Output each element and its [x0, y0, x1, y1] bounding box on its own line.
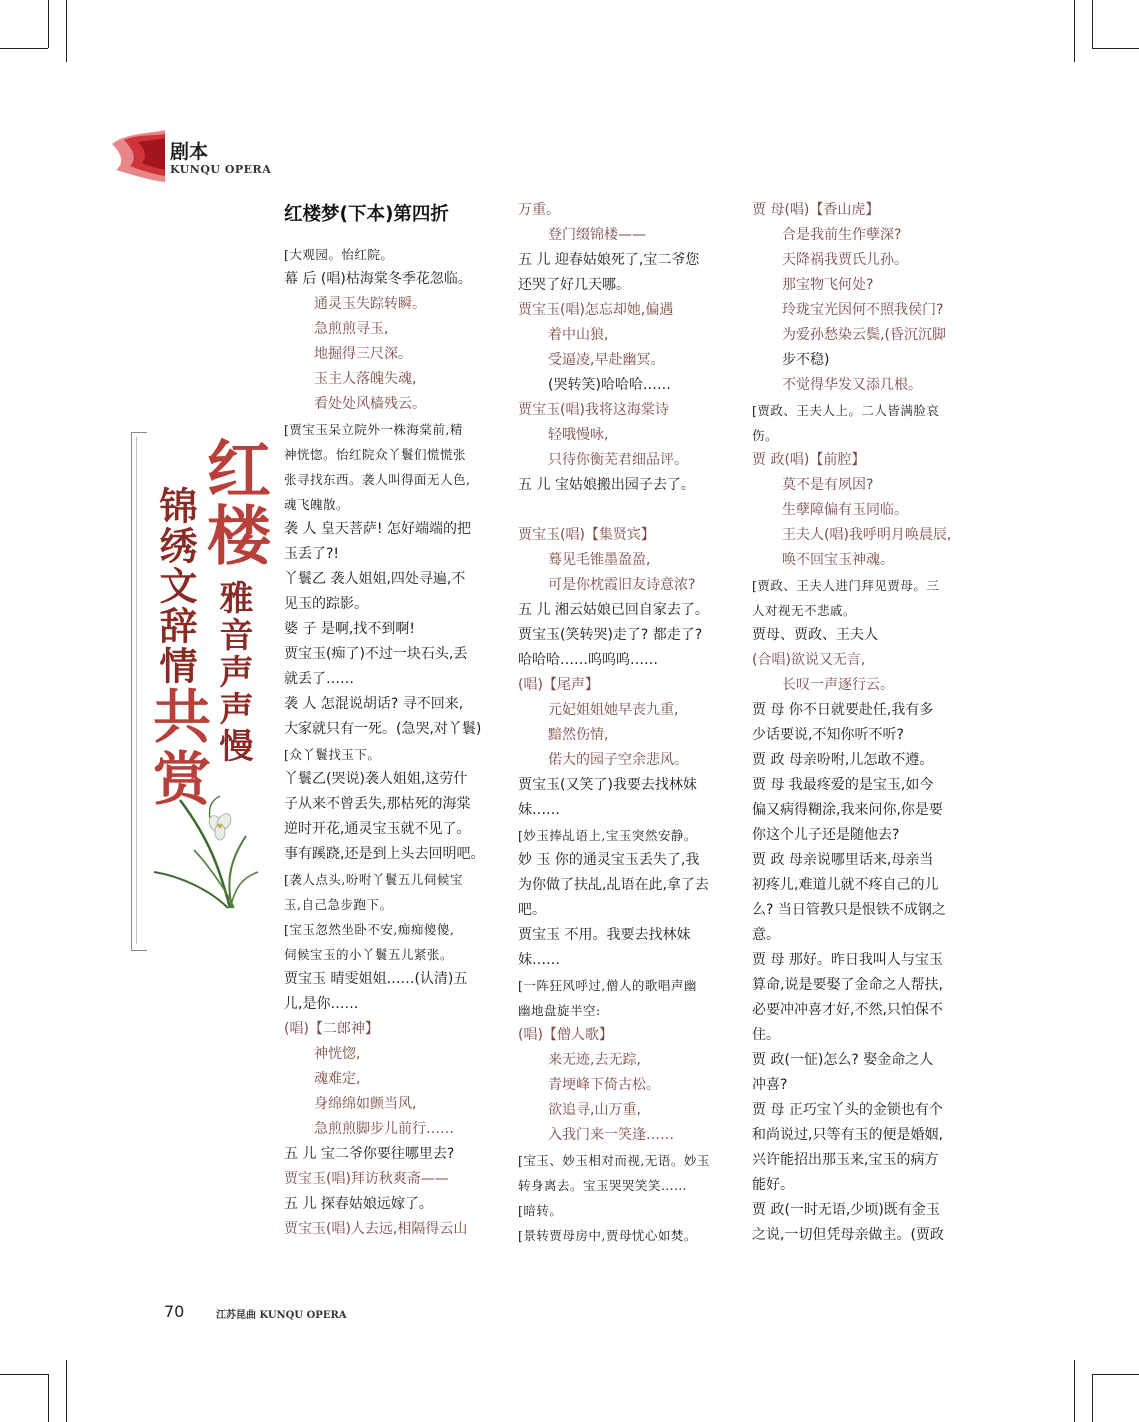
script-line: 偏又病得糊涂,我来问你,你是要	[752, 802, 943, 818]
script-line: 贾 母 那好。昨日我叫人与宝玉	[752, 952, 943, 968]
script-line: 子从来不曾丢失,那枯死的海棠	[284, 796, 471, 812]
script-line: 幕 后 (唱)枯海棠冬季花忽临。	[284, 271, 472, 287]
deco-title-hong: 红楼	[196, 436, 271, 568]
lyric-line: 魂难定,	[314, 1071, 361, 1087]
script-line: 贾宝玉(又笑了)我要去找林妹	[518, 777, 697, 793]
stage-direction: [一阵狂风呼过,僧人的歌唱声幽	[518, 978, 697, 993]
script-line: 你这个儿子还是随他去?	[752, 827, 900, 843]
script-line: 贾 母 正巧宝丫头的金锁也有个	[752, 1102, 943, 1118]
lyric-line: 轻哦慢咏,	[548, 427, 609, 443]
script-line: 必要冲冲喜才好,不然,只怕保不	[752, 1002, 943, 1018]
script-line: 贾 母 我最疼爱的是宝玉,如今	[752, 777, 934, 793]
stage-direction: [宝玉忽然坐卧不安,痴痴傻傻,	[284, 922, 455, 937]
crop-mark	[1092, 0, 1093, 48]
lyric-line: 着中山狼,	[548, 327, 609, 343]
script-line: 能好。	[752, 1177, 794, 1193]
script-line: 妙 玉 你的通灵宝玉丢失了,我	[518, 852, 700, 868]
lyric-line: 欲追寻,山万重,	[548, 1102, 641, 1118]
deco-line-yayin: 雅音声声慢	[213, 580, 253, 765]
script-line: 就丢了……	[284, 671, 354, 687]
lyric-line: (合唱)欲说又无言,	[752, 652, 866, 668]
stage-direction: 张寻找东西。袭人叫得面无人色,	[284, 472, 471, 487]
script-line: (哭转笑)哈哈哈……	[548, 377, 671, 393]
stage-direction: [景转贾母房中,贾母忧心如焚。	[518, 1228, 697, 1243]
script-line: 贾 母 你不日就要赴任,我有多	[752, 702, 934, 718]
script-line: 为你做了扶乩,乩语在此,拿了去	[518, 877, 709, 893]
lyric-line: 地掘得三尺深。	[314, 346, 412, 362]
lyric-line: 玉主人落魄失魂,	[314, 371, 417, 387]
script-line: 贾宝玉(唱)我将这海棠诗	[518, 402, 669, 418]
script-line: 兴许能招出那玉来,宝玉的病方	[752, 1152, 939, 1168]
lyric-line: 生孽障偏有玉同临。	[782, 502, 908, 518]
stage-direction: [大观园。怡红院。	[284, 247, 394, 262]
section-flag-icon	[110, 130, 165, 182]
text-column-3	[752, 198, 962, 1248]
tune-heading: 贾 政(唱)【前腔】	[752, 452, 866, 468]
script-line: 丫鬟乙(哭说)袭人姐姐,这劳什	[284, 771, 468, 787]
script-line: 哈哈哈……呜呜呜……	[518, 652, 658, 668]
script-line: 贾宝玉(笑转哭)走了? 都走了?	[518, 627, 703, 643]
tune-heading: (唱)【僧人歌】	[518, 1027, 613, 1043]
stage-direction: [妙玉捧乩语上,宝玉突然安静。	[518, 828, 697, 843]
lyric-line: 神恍惚,	[314, 1046, 361, 1062]
script-line: 贾宝玉(唱)人去远,相隔得云山	[284, 1221, 468, 1237]
lyric-line: 那宝物飞何处?	[782, 277, 874, 293]
script-line: 大家就只有一死。(急哭,对丫鬟)	[284, 721, 482, 737]
stage-direction: 伤。	[752, 428, 779, 443]
crop-mark	[1092, 1374, 1139, 1375]
lyric-line: 不觉得华发又添几根。	[782, 377, 922, 393]
lyric-line: 偌大的园子空余悲风。	[548, 752, 688, 768]
script-line: 初疼儿,难道儿就不疼自己的儿	[752, 877, 939, 893]
stage-direction: [宝玉、妙玉相对而视,无语。妙玉	[518, 1153, 710, 1168]
play-title: 红楼梦(下本)第四折	[284, 204, 449, 225]
tune-heading: (唱)【尾声】	[518, 677, 599, 693]
script-line: 婆 子 是啊,找不到啊!	[284, 621, 415, 637]
script-line: 和尚说过,只等有玉的便是婚姻,	[752, 1127, 943, 1143]
script-line: 五 儿 宝姑娘搬出园子去了。	[518, 477, 695, 493]
stage-direction: 伺候宝玉的小丫鬟五儿紧张。	[284, 947, 454, 962]
lyric-line: 万重。	[518, 202, 560, 218]
script-line: 贾 政(一怔)怎么? 娶金命之人	[752, 1052, 934, 1068]
script-line: 贾宝玉(唱)怎忘却她,偏遇	[518, 302, 674, 318]
lyric-line: 为爱孙愁染云鬓,(昏沉沉脚	[782, 327, 946, 343]
lyric-line: 唤不回宝玉神魂。	[782, 552, 894, 568]
text-column-2	[518, 198, 726, 1248]
lyric-line: 受逼凌,早赴幽冥。	[548, 352, 665, 368]
script-line: 住。	[752, 1027, 780, 1043]
script-line: 少话要说,不知你听不听?	[752, 727, 904, 743]
lyric-line: 合是我前生作孽深?	[782, 227, 902, 243]
tune-heading: 贾宝玉(唱)【集贤宾】	[518, 527, 655, 543]
lyric-line: 蓦见毛锥墨盈盈,	[548, 552, 651, 568]
stage-direction: 转身离去。宝玉哭哭笑笑……	[518, 1178, 688, 1193]
script-line: 贾宝玉(痴了)不过一块石头,丢	[284, 646, 468, 662]
stage-direction: [贾宝玉呆立院外一株海棠前,精	[284, 422, 463, 437]
lyric-line: 急煎煎寻玉,	[314, 321, 389, 337]
script-line: 意。	[752, 927, 780, 943]
lyric-line: 看处处风樯残云。	[314, 396, 426, 412]
script-line: 贾宝玉(唱)拜访秋爽斋——	[284, 1171, 449, 1187]
stage-direction: [贾政、王夫人进门拜见贾母。三	[752, 578, 940, 593]
lyric-line: 通灵玉失踪转瞬。	[314, 296, 426, 312]
page-number: 70	[164, 1302, 185, 1321]
deco-title-gongshang: 共赏	[143, 686, 211, 810]
crop-mark	[66, 0, 67, 62]
lyric-line: 青埂峰下倚古松。	[548, 1077, 660, 1093]
stage-direction: [袭人点头,吩咐丫鬟五儿伺候宝	[284, 872, 463, 887]
script-line: 贾 政 母亲说哪里话来,母亲当	[752, 852, 934, 868]
lyric-line: 元妃姐姐她早丧九重,	[548, 702, 679, 718]
script-line: 逆时开花,通灵宝玉就不见了。	[284, 821, 471, 837]
lyric-line: 莫不是有夙因?	[782, 477, 874, 493]
script-line: 丫鬟乙 袭人姐姐,四处寻遍,不	[284, 571, 466, 587]
script-line: 妹……	[518, 952, 560, 968]
tune-heading: 贾 母(唱)【香山虎】	[752, 202, 880, 218]
crop-mark	[0, 48, 48, 49]
script-line: 算命,说是要娶了金命之人帮扶,	[752, 977, 943, 993]
stage-direction: 幽地盘旋半空:	[518, 1003, 601, 1018]
lyric-line: 王夫人(唱)我呼明月唤晨辰,	[782, 527, 952, 543]
section-subtitle: KUNQU OPERA	[170, 163, 272, 176]
script-line: 见玉的踪影。	[284, 596, 368, 612]
tune-heading: (唱)【二郎神】	[284, 1021, 379, 1037]
crop-mark	[48, 1374, 49, 1422]
script-line: 么? 当日管教只是恨铁不成钢之	[752, 902, 946, 918]
script-line: 五 儿 迎春姑娘死了,宝二爷您	[518, 252, 700, 268]
crop-mark	[1074, 0, 1075, 62]
script-line: 贾 政 母亲吩咐,儿怎敢不遵。	[752, 752, 934, 768]
stage-direction: [暗转。	[518, 1203, 563, 1218]
script-line: 之说,一切但凭母亲做主。(贾政	[752, 1227, 944, 1243]
stage-direction: 魂飞魄散。	[284, 497, 350, 512]
script-line: 儿,是你……	[284, 996, 359, 1012]
script-line: 袭 人 怎混说胡话? 寻不回来,	[284, 696, 464, 712]
lyric-line: 急煎煎脚步儿前行……	[314, 1121, 454, 1137]
journal-name: 江苏昆曲 KUNQU OPERA	[216, 1310, 347, 1321]
lyric-line: 登门缀锦楼——	[548, 227, 646, 243]
lyric-line: 长叹一声逐行云。	[782, 677, 894, 693]
text-column-1	[284, 198, 492, 1242]
stage-direction: [众丫鬟找玉下。	[284, 747, 381, 762]
script-line: 贾宝玉 不用。我要去找林妹	[518, 927, 691, 943]
crop-mark	[1092, 1374, 1093, 1422]
crop-mark	[66, 1360, 67, 1422]
lyric-line: 可是你枕霞旧友诗意浓?	[548, 577, 696, 593]
script-line: 五 儿 探春姑娘远嫁了。	[284, 1196, 433, 1212]
script-line: 冲喜?	[752, 1077, 788, 1093]
lyric-line: 身绵绵如颤当风,	[314, 1096, 417, 1112]
lyric-line: 天降祸我贾氏儿孙。	[782, 252, 908, 268]
script-line: 吧。	[518, 902, 546, 918]
script-line: 贾母、贾政、王夫人	[752, 627, 878, 643]
crop-mark	[48, 0, 49, 48]
script-line: 步不稳)	[782, 352, 830, 368]
script-line: 还哭了好几天哪。	[518, 277, 630, 293]
crop-mark	[1074, 1360, 1075, 1422]
crop-mark	[0, 1374, 48, 1375]
stage-direction: 玉,自己急步跑下。	[284, 897, 393, 912]
lyric-line: 入我门来一笑逢……	[548, 1127, 674, 1143]
lyric-line: 只待你衡芜君细品评。	[548, 452, 688, 468]
script-line: 事有蹊跷,还是到上头去回明吧。	[284, 846, 485, 862]
stage-direction: [贾政、王夫人上。二人皆满脸哀	[752, 403, 940, 418]
stage-direction: 人对视无不悲戚。	[752, 603, 857, 618]
lyric-line: 来无迹,去无踪,	[548, 1052, 641, 1068]
script-line: 五 儿 湘云姑娘已回自家去了。	[518, 602, 709, 618]
lyric-line: 黯然伤情,	[548, 727, 609, 743]
script-line: 贾宝玉 晴雯姐姐……(认清)五	[284, 971, 468, 987]
script-line: 玉丢了?!	[284, 546, 340, 562]
deco-line-jinxiu: 锦绣文辞情	[153, 486, 198, 686]
crop-mark	[1092, 48, 1139, 49]
lyric-line: 玲珑宝光因何不照我侯门?	[782, 302, 944, 318]
script-line: 妹……	[518, 802, 560, 818]
script-line: 袭 人 皇天菩萨! 怎好端端的把	[284, 521, 471, 537]
section-title: 剧本	[170, 141, 209, 163]
blank-line	[518, 498, 726, 523]
script-line: 五 儿 宝二爷你要往哪里去?	[284, 1146, 455, 1162]
script-line: 贾 政(一时无语,少顷)既有金玉	[752, 1202, 940, 1218]
orchid-icon	[150, 780, 260, 910]
stage-direction: 神恍惚。怡红院众丫鬟们慌慌张	[284, 447, 467, 462]
